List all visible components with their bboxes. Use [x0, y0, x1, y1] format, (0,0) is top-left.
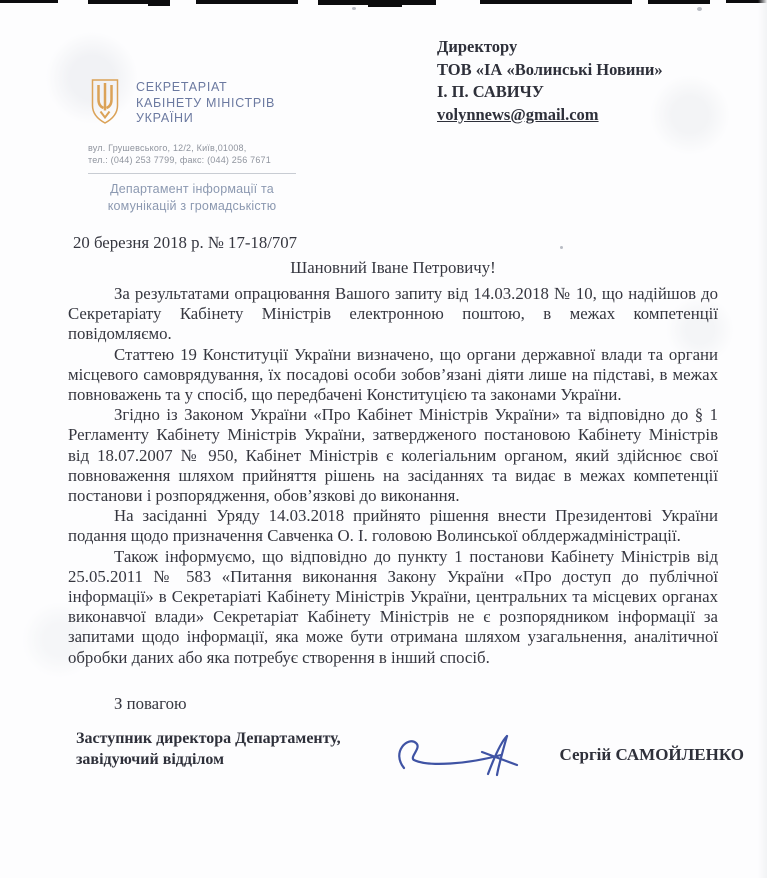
scan-artifact-segment [0, 0, 58, 3]
org-name-line: СЕКРЕТАРІАТ [136, 80, 228, 94]
letterhead [88, 76, 300, 215]
org-name [136, 76, 275, 127]
body-paragraph: Також інформуємо, що відповідно до пункту 1 постанови Кабінету Міністрів від 25.05.2011 № 583 «Питання виконання Закону України «Про доступ до публічної інформації» в Секретаріаті Кабінету Міністрів України, центральних та місцевих органах виконавчої влади» Секретаріат Кабінету Міністрів не є розпорядником інформації за запитами щодо інформації, яка може бути отримана шляхом узагальнення, аналітичної обробки даних або яка потребує створення в інший спосіб. [68, 546, 718, 667]
signature-block [68, 728, 744, 793]
letterhead-address [88, 142, 300, 166]
addressee-role: Директору [437, 37, 518, 56]
letterhead-divider [88, 173, 296, 174]
addressee-block [437, 36, 663, 126]
email-link[interactable]: volynnews@gmail.com [437, 104, 599, 124]
org-name-line: УКРАЇНИ [136, 111, 194, 125]
department-name-line: комунікацій з громадськістю [107, 199, 277, 213]
ukraine-trident-emblem-icon [88, 76, 122, 127]
scan-speck [352, 7, 356, 10]
scan-artifact-segment [480, 0, 632, 4]
letterhead-address-line: вул. Грушевського, 12/2, Київ,01008, [88, 143, 247, 153]
valediction: З повагою [114, 693, 187, 713]
salutation: Шановний Іване Петровичу! [290, 258, 496, 277]
scan-artifact-segment [648, 0, 710, 4]
letter-content [68, 233, 744, 793]
addressee-person: І. П. САВИЧУ [437, 82, 544, 101]
signer-title [76, 728, 388, 771]
body-paragraph: За результатами опрацювання Вашого запиту від 14.03.2018 № 10, що надійшов до Секретаріату Кабінету Міністрів електронною поштою, в межах компетенції повідомляємо. [68, 284, 718, 344]
body-paragraph: Статтею 19 Конституції України визначено, що органи державної влади та органи місцевого самоврядування, їх посадові особи зобов’язані діяти лише на підставі, в межах повноважень та у спосіб, що передбачені Конституцією та законами України. [68, 344, 718, 405]
scan-speck [697, 7, 702, 11]
scan-edge-shadow [758, 0, 767, 878]
scan-artifact-segment [196, 0, 298, 4]
body-paragraph: На засіданні Уряду 14.03.2018 прийнято рішення внести Президентові України подання щодо призначення Савченка О. І. головою Волинської облдержадміністрації. [68, 506, 718, 546]
reference-line: 20 березня 2018 р. № 17-18/707 [73, 233, 298, 252]
addressee-company: ТОВ «ІА «Волинські Новини» [437, 59, 663, 79]
signer-name: Сергій САМОЙЛЕНКО [559, 744, 744, 764]
department-name-line: Департамент інформації та [110, 182, 274, 196]
org-name-line: КАБІНЕТУ МІНІСТРІВ [136, 95, 276, 110]
scan-artifact-segment [148, 0, 170, 6]
body-paragraph: Згідно із Законом України «Про Кабінет Міністрів України» та відповідно до § 1 Регламенту Кабінету Міністрів України, затвердженого постановою Кабінету Міністрів від 18.07.2007 № 950, Кабінет Міністрів є колегіальним органом, який здійснює свої повноваження шляхом прийняття рішень на засіданнях та видає в межах компетенції постанови і розпорядження, обов’язкові до виконання. [68, 405, 718, 506]
handwritten-signature-icon [388, 730, 533, 793]
letterhead-address-line: тел.: (044) 253 7799, факс: (044) 256 7671 [88, 155, 271, 165]
scan-artifact-segment [368, 0, 402, 7]
department-name [88, 181, 296, 215]
letter-body [68, 284, 718, 668]
signer-title-line: завідуючий відділом [76, 751, 224, 769]
signer-title-line: Заступник директора Департаменту, [76, 729, 341, 747]
